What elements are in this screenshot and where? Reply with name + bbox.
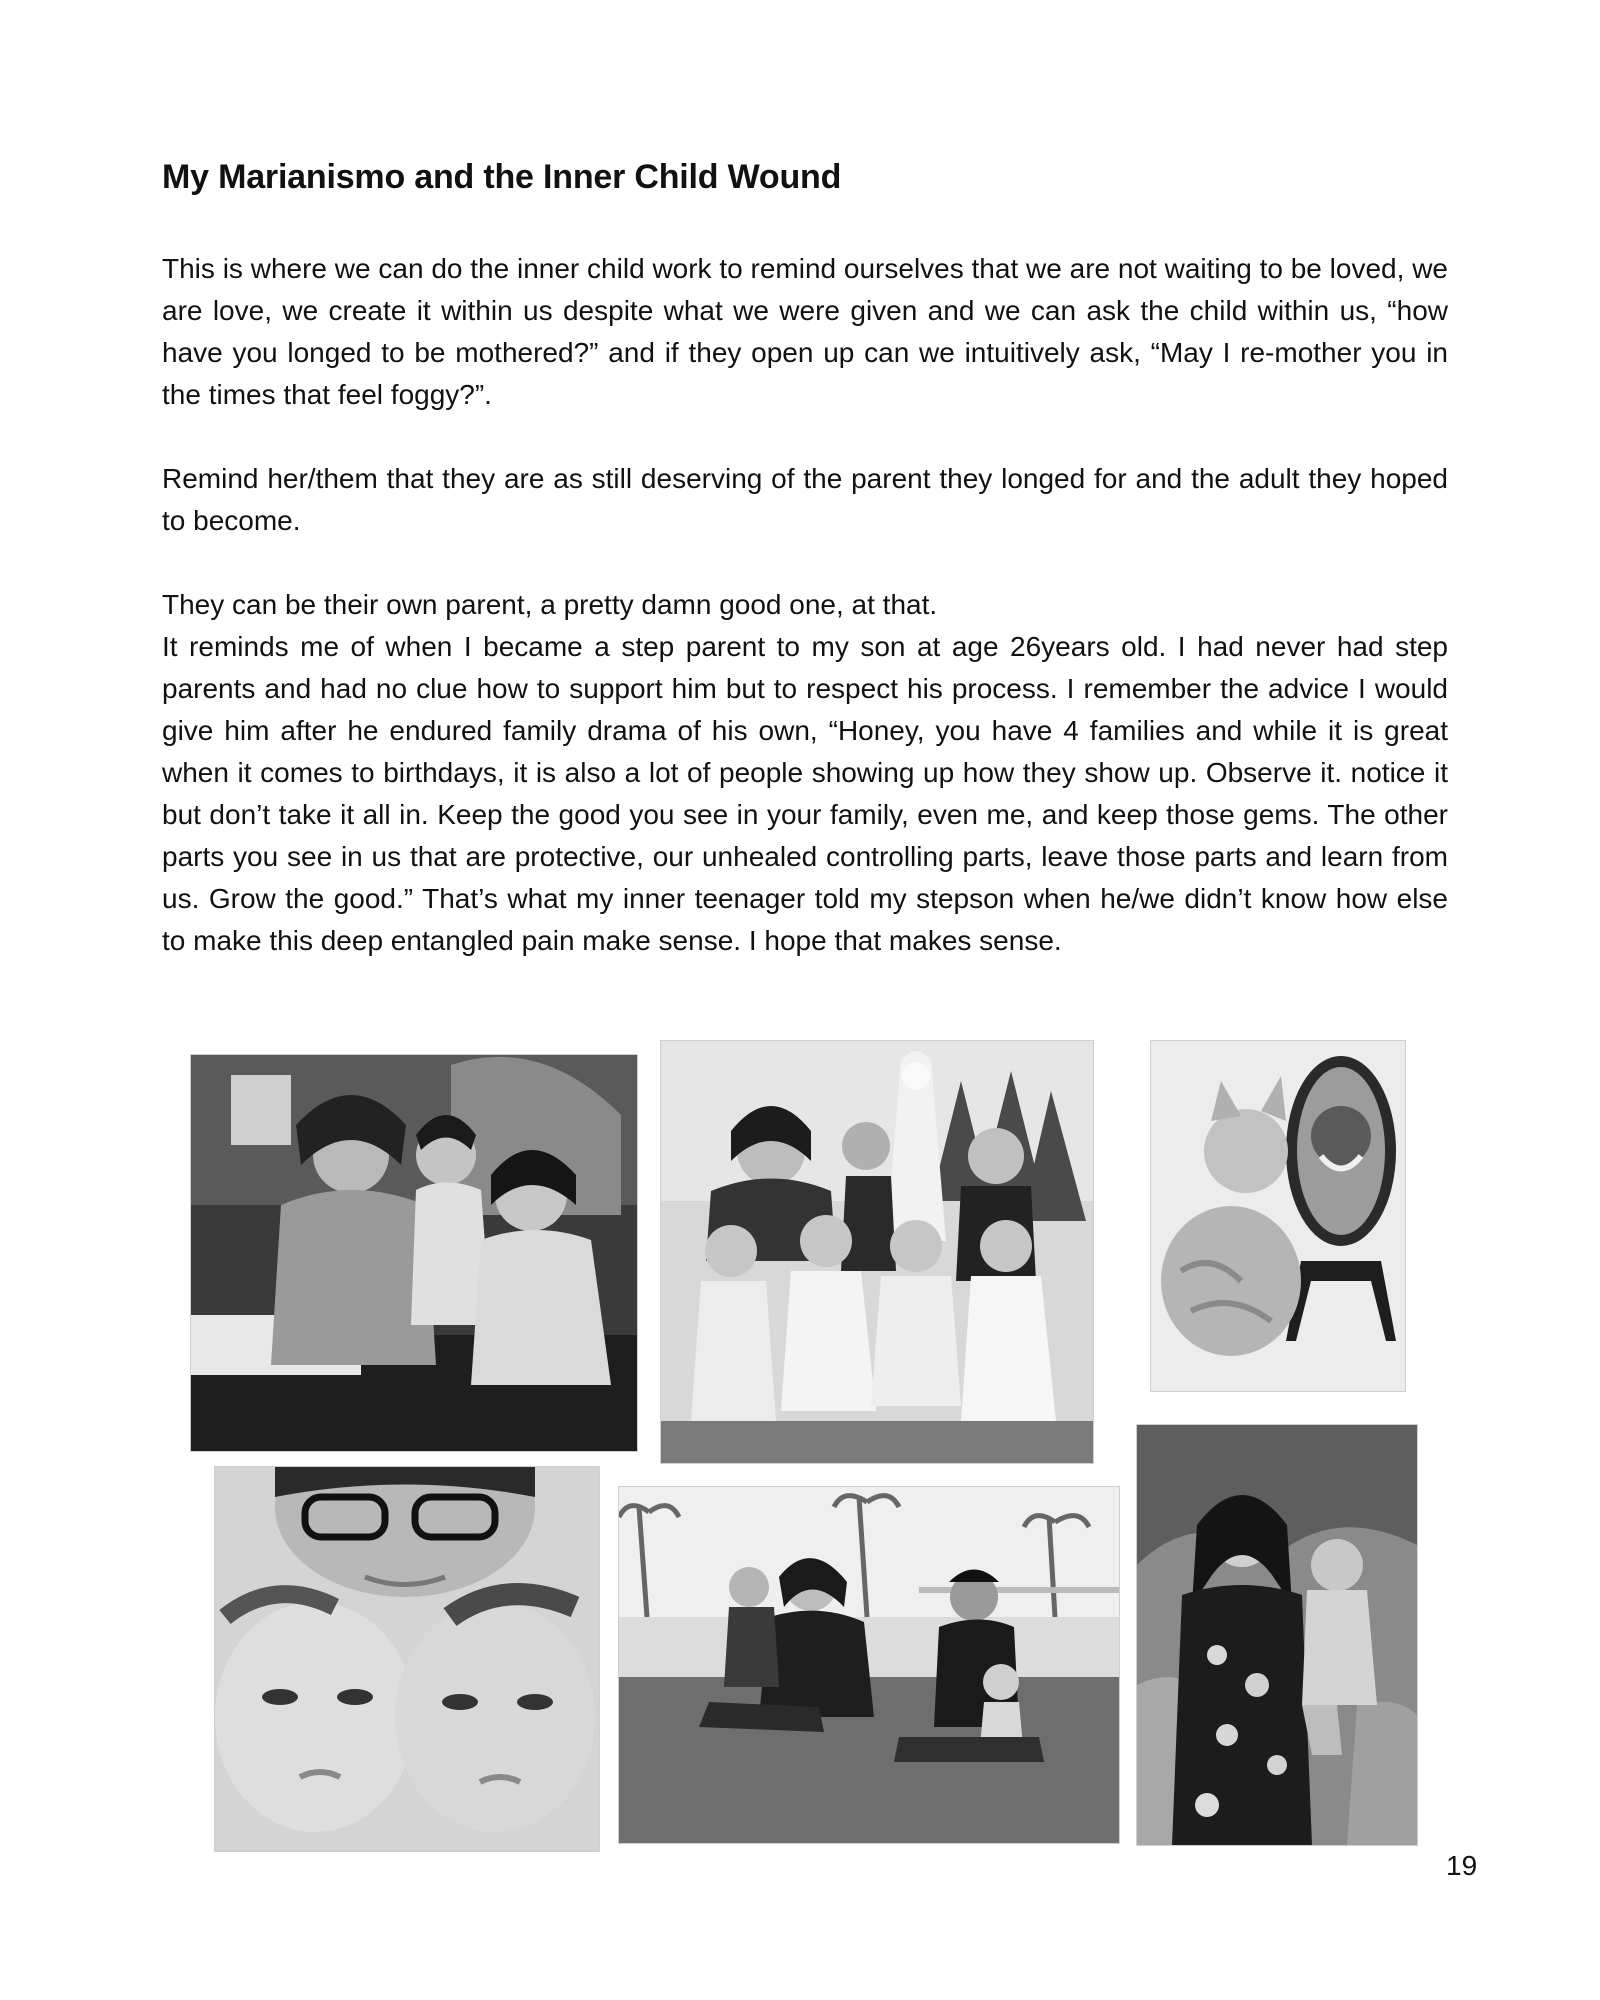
- paragraph-inner-child-work: This is where we can do the inner child work to remind ourselves that we are not waiting to be loved, we are love, we create it within us despite what we were given and we can ask the child within us, “how have you longed to be mothered?” and if they open up can we intuitively ask, “May I re-mother you in the times that feel foggy?”.: [162, 253, 1448, 410]
- paragraph-step-parent-story: It reminds me of when I became a step parent to my son at age 26years old. I had never had step parents and had no clue how to support him but to respect his process. I remember the advice I would give him after he endured family drama of his own, “Honey, you have 4 families and while it is great when it comes to birthdays, it is also a lot of people showing up how they show up. Observe it. notice it but don’t take it all in. Keep the good you see in your family, even me, and keep those gems. The other parts you see in us that are protective, our unhealed controlling parts, leave those parts and learn from us. Grow the good.” That’s what my inner teenager told my stepson when he/we didn’t know how else to make this deep entangled pain make sense. I hope that makes sense.: [162, 631, 1448, 956]
- photo-kitten-tiger-mirror: [1150, 1040, 1406, 1392]
- paragraph-remind-her: Remind her/them that they are as still deserving of the parent they longed for and the adult they hoped to become.: [162, 463, 1448, 536]
- page-title: My Marianismo and the Inner Child Wound: [162, 158, 842, 196]
- photo-family-birthday-cake: [190, 1054, 638, 1452]
- photo-family-on-grass: [618, 1486, 1120, 1844]
- paragraph-own-parent: They can be their own parent, a pretty damn good one, at that.: [162, 589, 938, 620]
- page-number: 19: [1446, 1850, 1478, 1881]
- photo-mother-holding-child: [1136, 1424, 1418, 1846]
- photo-mother-two-babies: [214, 1466, 600, 1852]
- paragraph-group-step-parent: [162, 584, 1448, 962]
- photo-family-group-statue: [660, 1040, 1094, 1464]
